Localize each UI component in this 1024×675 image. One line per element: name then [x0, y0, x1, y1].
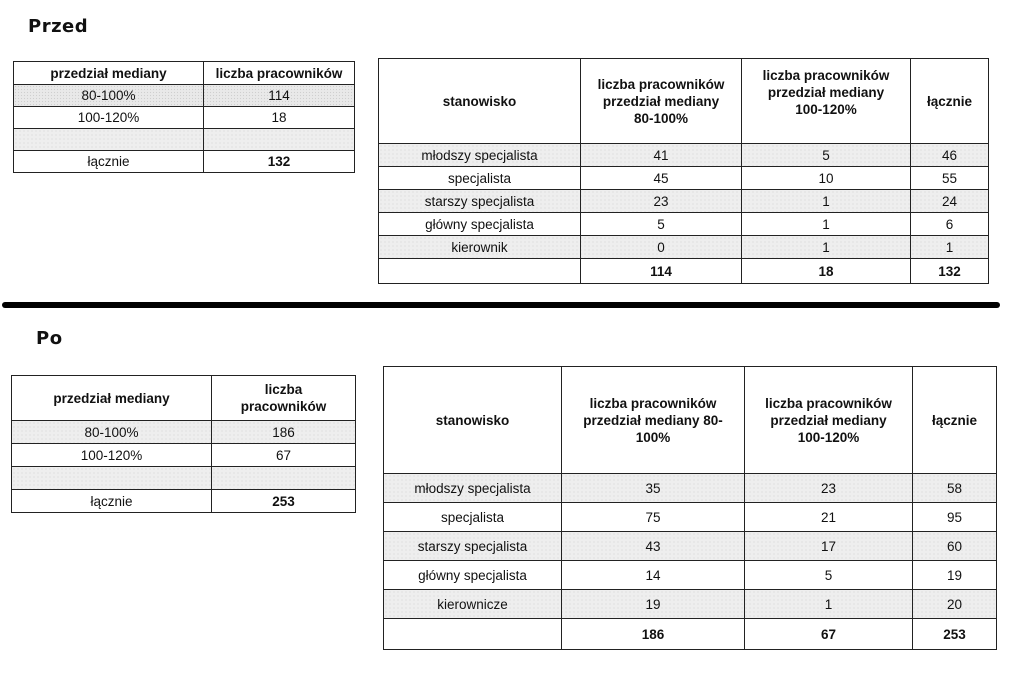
count-cell: 18 — [204, 107, 355, 129]
header-cell: liczba pracowników — [204, 62, 355, 85]
table-row — [379, 167, 989, 190]
table-row — [379, 190, 989, 213]
header-cell-range-80-100 — [562, 367, 745, 474]
table-row — [379, 236, 989, 259]
after-detail-table — [383, 366, 997, 650]
header-cell-range-100-120 — [742, 59, 911, 144]
total-label-cell: łącznie — [12, 490, 212, 513]
header-line: liczba pracowników — [589, 395, 717, 411]
header-line: pracowników — [240, 399, 327, 414]
value-cell: 1 — [911, 236, 989, 259]
count-cell — [212, 467, 356, 490]
table-total-row — [379, 259, 989, 284]
total-value-cell: 67 — [745, 619, 913, 650]
range-cell — [12, 467, 212, 490]
header-cell-position: stanowisko — [384, 367, 562, 474]
table-row — [14, 85, 355, 107]
before-detail-table — [378, 58, 989, 284]
value-cell: 0 — [581, 236, 742, 259]
total-value-cell: 18 — [742, 259, 911, 284]
total-value-cell: 186 — [562, 619, 745, 650]
section-divider — [2, 302, 1000, 308]
count-cell: 186 — [212, 421, 356, 444]
count-cell — [204, 129, 355, 151]
section-title-before: Przed — [28, 16, 89, 37]
position-cell: specjalista — [384, 503, 562, 532]
table-row-empty — [14, 129, 355, 151]
value-cell: 6 — [911, 213, 989, 236]
table-total-row — [384, 619, 997, 650]
value-cell: 5 — [581, 213, 742, 236]
value-cell: 75 — [562, 503, 745, 532]
value-cell: 19 — [913, 561, 997, 590]
count-cell: 114 — [204, 85, 355, 107]
range-cell — [14, 129, 204, 151]
position-cell: kierownik — [379, 236, 581, 259]
header-cell-total: łącznie — [913, 367, 997, 474]
before-summary-table — [13, 61, 355, 173]
table-row — [384, 532, 997, 561]
table-total-row — [14, 151, 355, 173]
table-header-row — [14, 62, 355, 85]
table-row-empty — [12, 467, 356, 490]
range-cell: 100-120% — [12, 444, 212, 467]
total-label-cell: łącznie — [14, 151, 204, 173]
total-label-cell — [384, 619, 562, 650]
header-cell — [212, 376, 356, 421]
value-cell: 14 — [562, 561, 745, 590]
range-cell: 100-120% — [14, 107, 204, 129]
range-cell: 80-100% — [12, 421, 212, 444]
header-cell-range-80-100 — [581, 59, 742, 144]
table-header-row — [12, 376, 356, 421]
section-title-after: Po — [36, 328, 63, 349]
position-cell: główny specjalista — [384, 561, 562, 590]
table-row — [379, 144, 989, 167]
table-row — [14, 107, 355, 129]
value-cell: 21 — [745, 503, 913, 532]
total-label-cell — [379, 259, 581, 284]
value-cell: 58 — [913, 474, 997, 503]
header-line: liczba — [264, 382, 303, 397]
table-total-row — [12, 490, 356, 513]
table-row — [384, 474, 997, 503]
table-header-row — [379, 59, 989, 144]
value-cell: 17 — [745, 532, 913, 561]
value-cell: 5 — [745, 561, 913, 590]
position-cell: starszy specjalista — [379, 190, 581, 213]
table-header-row — [384, 367, 997, 474]
header-line: 100-120% — [797, 429, 860, 445]
value-cell: 55 — [911, 167, 989, 190]
header-line: 80-100% — [633, 110, 689, 126]
value-cell: 41 — [581, 144, 742, 167]
value-cell: 35 — [562, 474, 745, 503]
value-cell: 43 — [562, 532, 745, 561]
position-cell: młodszy specjalista — [379, 144, 581, 167]
table-row — [384, 503, 997, 532]
header-cell: przedział mediany — [12, 376, 212, 421]
value-cell: 95 — [913, 503, 997, 532]
total-value-cell: 253 — [212, 490, 356, 513]
table-row — [12, 444, 356, 467]
total-value-cell: 253 — [913, 619, 997, 650]
header-line: przedział mediany 80- — [583, 412, 723, 428]
position-cell: specjalista — [379, 167, 581, 190]
value-cell: 5 — [742, 144, 911, 167]
position-cell: starszy specjalista — [384, 532, 562, 561]
value-cell: 60 — [913, 532, 997, 561]
range-cell: 80-100% — [14, 85, 204, 107]
header-line: 100% — [635, 429, 671, 445]
after-summary-table — [11, 375, 356, 513]
header-cell-range-100-120 — [745, 367, 913, 474]
table-row — [384, 561, 997, 590]
value-cell: 1 — [742, 190, 911, 213]
table-row — [12, 421, 356, 444]
header-line: liczba pracowników — [762, 68, 890, 83]
header-cell: przedział mediany — [14, 62, 204, 85]
header-line: 100-120% — [795, 102, 857, 117]
total-value-cell: 132 — [911, 259, 989, 284]
count-cell: 67 — [212, 444, 356, 467]
total-value-cell: 132 — [204, 151, 355, 173]
header-line: przedział mediany — [770, 412, 887, 428]
value-cell: 23 — [581, 190, 742, 213]
value-cell: 24 — [911, 190, 989, 213]
value-cell: 45 — [581, 167, 742, 190]
position-cell: młodszy specjalista — [384, 474, 562, 503]
header-line: liczba pracowników — [597, 76, 725, 92]
value-cell: 20 — [913, 590, 997, 619]
value-cell: 1 — [742, 213, 911, 236]
value-cell: 1 — [745, 590, 913, 619]
value-cell: 10 — [742, 167, 911, 190]
position-cell: kierownicze — [384, 590, 562, 619]
header-cell-position: stanowisko — [379, 59, 581, 144]
value-cell: 19 — [562, 590, 745, 619]
value-cell: 46 — [911, 144, 989, 167]
header-line: przedział mediany — [602, 93, 720, 109]
table-row — [384, 590, 997, 619]
header-cell-total: łącznie — [911, 59, 989, 144]
header-line: liczba pracowników — [765, 395, 892, 411]
header-line: przedział mediany — [767, 85, 885, 100]
total-value-cell: 114 — [581, 259, 742, 284]
table-row — [379, 213, 989, 236]
value-cell: 1 — [742, 236, 911, 259]
value-cell: 23 — [745, 474, 913, 503]
position-cell: główny specjalista — [379, 213, 581, 236]
